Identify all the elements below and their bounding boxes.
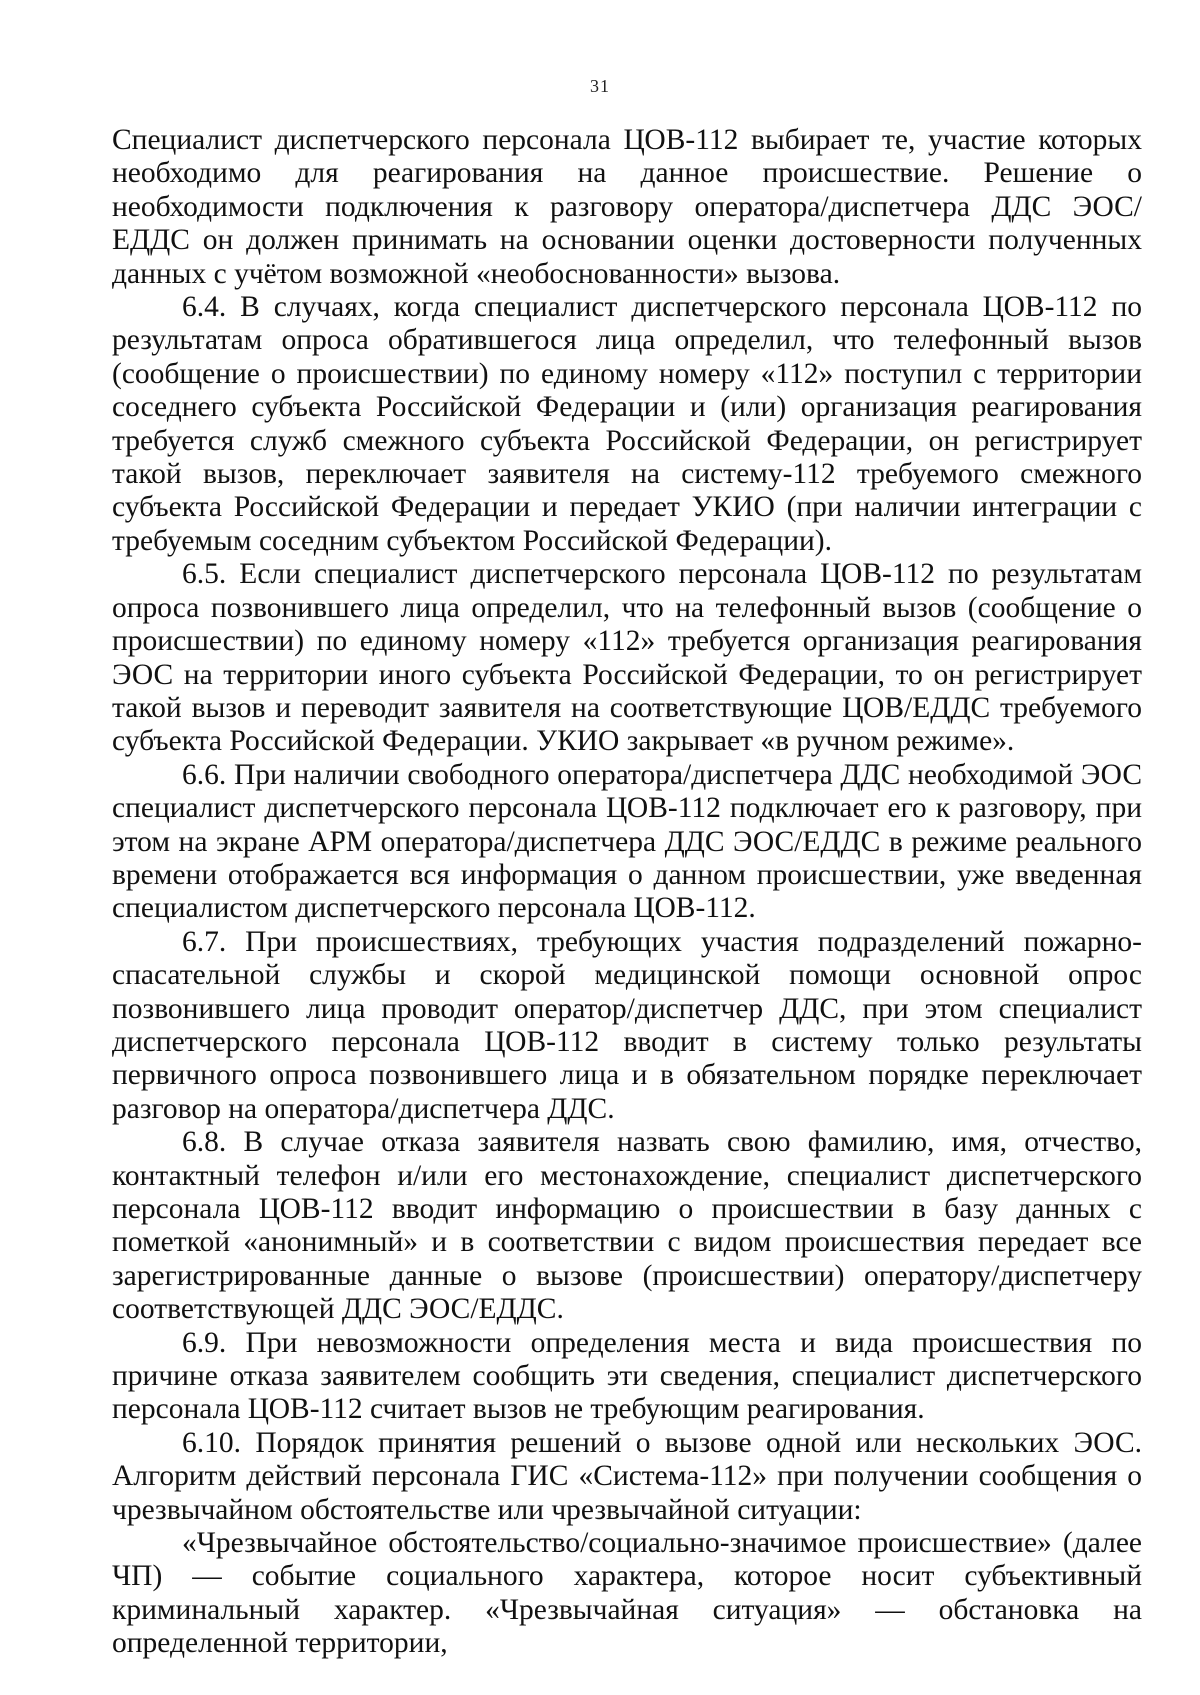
paragraph-6-7: 6.7. При происшествиях, требующих участия подразделений пожарно-спасательной службы и скорой медицинской помощи основной опрос позвонившего лица проводит оператор/диспетчер ДДС, при этом специалист диспетчерского персонала ЦОВ-112 вводит в систему только результаты первичного опроса позвонившего лица и в обязательном порядке переключает разговор на оператора/диспетчера ДДС. (112, 925, 1142, 1125)
paragraph-6-8: 6.8. В случае отказа заявителя назвать свою фамилию, имя, отчество, контактный телефон и/или его местонахождение, специалист диспетчерского персонала ЦОВ-112 вводит информацию о происшествии в базу данных с пометкой «анонимный» и в соответствии с видом происшествия передает все зарегистрированные данные о вызове (происшествии) оператору/диспетчеру соответствующей ДДС ЭОС/ЕДДС. (112, 1126, 1142, 1326)
paragraph-6-5: 6.5. Если специалист диспетчерского персонала ЦОВ-112 по результатам опроса позвонившего лица определил, что на телефонный вызов (сообщение о происшествии) по единому номеру «112» требуется организация реагирования ЭОС на территории иного субъекта Российской Федерации, то он регистрирует такой вызов и переводит заявителя на соответствующие ЦОВ/ЕДДС требуемого субъекта Российской Федерации. УКИО закрывает «в ручном режиме». (112, 558, 1142, 758)
paragraph-definitions: «Чрезвычайное обстоятельство/социально-значимое происшествие» (далее ЧП) — событие социального характера, которое носит субъективный криминальный характер. «Чрезвычайная ситуация» — обстановка на определенной территории, (112, 1527, 1142, 1660)
document-body (112, 124, 1142, 1661)
page-number: 31 (590, 76, 610, 96)
paragraph-6-4: 6.4. В случаях, когда специалист диспетчерского персонала ЦОВ-112 по результатам опроса обратившегося лица определил, что телефонный вызов (сообщение о происшествии) по единому номеру «112» поступил с территории соседнего субъекта Российской Федерации и (или) организация реагирования требуется служб смежного субъекта Российской Федерации, он регистрирует такой вызов, переключает заявителя на систему-112 требуемого смежного субъекта Российской Федерации и передает УКИО (при наличии интеграции с требуемым соседним субъектом Российской Федерации). (112, 291, 1142, 557)
paragraph-continuation: Специалист диспетчерского персонала ЦОВ-112 выбирает те, участие которых необходимо для реагирования на данное происшествие. Решение о необходимости подключения к разговору оператора/диспетчера ДДС ЭОС/ ЕДДС он должен принимать на основании оценки достоверности полученных данных с учётом возможной «необоснованности» вызова. (112, 124, 1142, 290)
paragraph-6-9: 6.9. При невозможности определения места и вида происшествия по причине отказа заявителем сообщить эти сведения, специалист диспетчерского персонала ЦОВ-112 считает вызов не требующим реагирования. (112, 1326, 1142, 1426)
paragraph-6-6: 6.6. При наличии свободного оператора/диспетчера ДДС необходимой ЭОС специалист диспетчерского персонала ЦОВ-112 подключает его к разговору, при этом на экране АРМ оператора/диспетчера ДДС ЭОС/ЕДДС в режиме реального времени отображается вся информация о данном происшествии, уже введенная специалистом диспетчерского персонала ЦОВ-112. (112, 758, 1142, 925)
paragraph-6-10: 6.10. Порядок принятия решений о вызове одной или нескольких ЭОС. Алгоритм действий персонала ГИС «Система-112» при получении сообщения о чрезвычайном обстоятельстве или чрезвычайной ситуации: (112, 1426, 1142, 1526)
